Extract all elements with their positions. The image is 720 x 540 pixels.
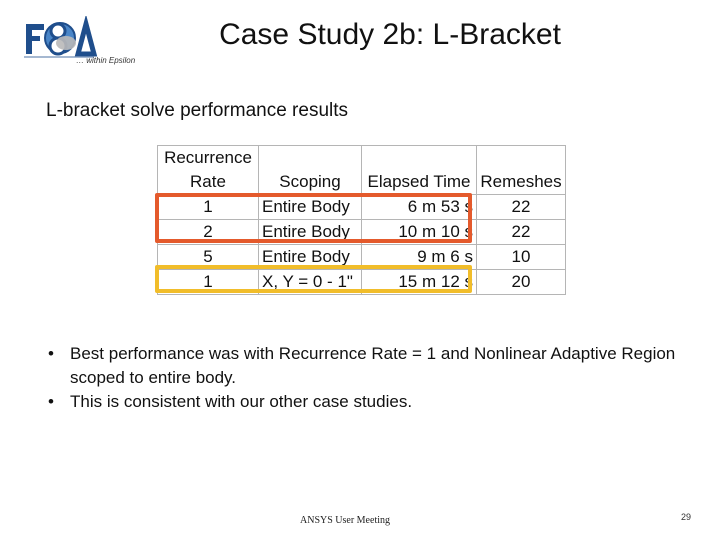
cell-scoping: X, Y = 0 - 1" xyxy=(259,270,362,295)
cell-elapsed: 9 m 6 s xyxy=(362,245,477,270)
cell-scoping: Entire Body xyxy=(259,245,362,270)
cell-remeshes: 22 xyxy=(477,220,566,245)
table-header-row xyxy=(158,146,566,195)
header-scoping: Scoping xyxy=(259,146,362,195)
cell-elapsed: 10 m 10 s xyxy=(362,220,477,245)
cell-remeshes: 10 xyxy=(477,245,566,270)
logo-tagline: … within Epsilon xyxy=(76,56,136,65)
cell-rate: 2 xyxy=(158,220,259,245)
cell-elapsed: 15 m 12 s xyxy=(362,270,477,295)
slide-subtitle: L-bracket solve performance results xyxy=(46,100,349,121)
footer-text: ANSYS User Meeting xyxy=(300,515,390,526)
bullet-item: • Best performance was with Recurrence Rate = 1 and Nonlinear Adaptive Region scoped to entire body. xyxy=(48,342,688,390)
cell-rate: 1 xyxy=(158,195,259,220)
page-number: 29 xyxy=(681,512,692,522)
cell-scoping: Entire Body xyxy=(259,220,362,245)
bullet-item: • This is consistent with our other case studies. xyxy=(48,390,688,414)
cell-remeshes: 20 xyxy=(477,270,566,295)
highlight-box-yellow xyxy=(155,265,472,293)
cell-rate: 5 xyxy=(158,245,259,270)
header-recurrence-line1: Recurrence xyxy=(164,148,252,167)
highlight-box-red xyxy=(155,193,472,243)
header-recurrence-rate xyxy=(158,146,259,195)
header-elapsed-time: Elapsed Time xyxy=(362,146,477,195)
cell-remeshes: 22 xyxy=(477,195,566,220)
header-remeshes: Remeshes xyxy=(477,146,566,195)
bullet-list xyxy=(48,342,688,414)
cell-elapsed: 6 m 53 s xyxy=(362,195,477,220)
slide-title: Case Study 2b: L-Bracket xyxy=(219,18,561,51)
cell-rate: 1 xyxy=(158,270,259,295)
cell-scoping: Entire Body xyxy=(259,195,362,220)
header-recurrence-line2: Rate xyxy=(190,172,226,191)
